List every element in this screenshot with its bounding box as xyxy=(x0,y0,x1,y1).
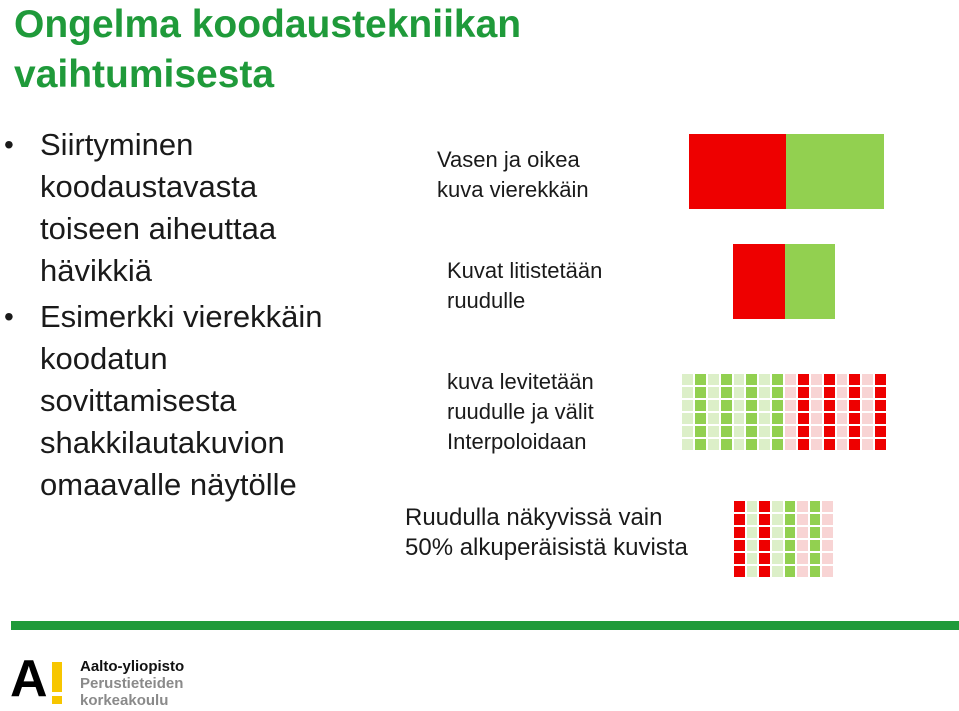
pixel-cell xyxy=(797,386,810,399)
caption-squeezed xyxy=(447,256,602,316)
pixel-cell xyxy=(720,412,733,425)
pixel-cell xyxy=(796,526,809,539)
pixel-cell xyxy=(733,425,746,438)
pixel-cell xyxy=(758,513,771,526)
pixel-cell xyxy=(694,412,707,425)
pixel-cell xyxy=(848,373,861,386)
caption-line: kuva vierekkäin xyxy=(437,177,589,202)
aalto-logo-exclamation-icon xyxy=(52,662,62,692)
pixel-cell xyxy=(771,412,784,425)
pixel-cell xyxy=(874,438,887,451)
pixel-cell xyxy=(694,438,707,451)
pixel-cell xyxy=(797,373,810,386)
caption-line: ruudulle xyxy=(447,288,526,313)
pixel-cell xyxy=(758,552,771,565)
pixel-cell xyxy=(733,513,746,526)
pixel-cell xyxy=(861,438,874,451)
pixel-cell xyxy=(771,399,784,412)
pixel-cell xyxy=(797,438,810,451)
pixel-cell xyxy=(836,373,849,386)
pixel-cell xyxy=(810,412,823,425)
pixel-cell xyxy=(823,386,836,399)
bullet-dot-icon: • xyxy=(4,129,14,160)
aalto-logo xyxy=(10,650,70,708)
pixel-cell xyxy=(758,500,771,513)
bullet-line: toiseen aiheuttaa xyxy=(40,211,277,246)
pixel-cell xyxy=(733,438,746,451)
aalto-logo-exclamation-dot-icon xyxy=(52,696,62,704)
pixel-cell xyxy=(861,425,874,438)
pixel-cell xyxy=(810,425,823,438)
pixel-cell xyxy=(836,412,849,425)
pixel-cell xyxy=(784,373,797,386)
bullet-list xyxy=(0,124,380,510)
pixel-cell xyxy=(771,386,784,399)
pixel-cell xyxy=(707,412,720,425)
pixel-cell xyxy=(758,412,771,425)
footer-divider xyxy=(11,621,959,630)
pixel-cell xyxy=(784,438,797,451)
green-squeezed-block xyxy=(785,244,835,319)
bullet-dot-icon: • xyxy=(4,301,14,332)
caption-line: Kuvat litistetään xyxy=(447,258,603,283)
pixel-cell xyxy=(733,386,746,399)
pixel-cell xyxy=(771,438,784,451)
pixel-cell xyxy=(784,386,797,399)
pixel-cell xyxy=(720,373,733,386)
pixel-cell xyxy=(821,539,834,552)
bullet-line: omaavalle näytölle xyxy=(40,467,297,502)
pixel-cell xyxy=(720,386,733,399)
pixel-cell xyxy=(771,552,784,565)
pixel-cell xyxy=(758,386,771,399)
pixel-cell xyxy=(809,513,822,526)
pixel-cell xyxy=(810,438,823,451)
pixel-cell xyxy=(707,425,720,438)
pixel-cell xyxy=(784,412,797,425)
caption-line: Ruudulla näkyvissä vain xyxy=(405,504,663,531)
pixel-cell xyxy=(681,438,694,451)
pixel-cell xyxy=(821,500,834,513)
pixel-cell xyxy=(823,438,836,451)
pixel-cell xyxy=(694,399,707,412)
pixel-cell xyxy=(733,500,746,513)
pixel-cell xyxy=(733,539,746,552)
pixel-cell xyxy=(746,565,759,578)
pixel-cell xyxy=(771,373,784,386)
pixel-cell xyxy=(758,526,771,539)
pixel-cell xyxy=(784,399,797,412)
pixel-cell xyxy=(796,565,809,578)
pixel-cell xyxy=(733,373,746,386)
pixel-cell xyxy=(848,386,861,399)
pixel-cell xyxy=(733,526,746,539)
pixel-cell xyxy=(745,386,758,399)
pixel-cell xyxy=(784,513,797,526)
pixel-cell xyxy=(796,513,809,526)
pixel-cell xyxy=(821,552,834,565)
pixel-cell xyxy=(707,386,720,399)
caption-line: kuva levitetään xyxy=(447,369,594,394)
pixel-cell xyxy=(810,386,823,399)
pixel-cell xyxy=(797,412,810,425)
org-line: korkeakoulu xyxy=(80,692,169,709)
pixel-cell xyxy=(861,386,874,399)
pixel-cell xyxy=(745,373,758,386)
bullet-line: hävikkiä xyxy=(40,253,152,288)
pixel-cell xyxy=(745,399,758,412)
pixel-cell xyxy=(694,386,707,399)
pixel-cell xyxy=(823,373,836,386)
pixel-cell xyxy=(733,399,746,412)
bullet-line: koodatun xyxy=(40,341,168,376)
bullet-line: shakkilautakuvion xyxy=(40,425,285,460)
red-squeezed-block xyxy=(733,244,785,319)
title-line-2: vaihtumisesta xyxy=(14,53,275,96)
pixel-cell xyxy=(694,425,707,438)
pixel-cell xyxy=(746,513,759,526)
pixel-cell xyxy=(874,412,887,425)
pixel-cell xyxy=(874,386,887,399)
pixel-cell xyxy=(796,552,809,565)
bullet-line: koodaustavasta xyxy=(40,169,258,204)
caption-checkerboard xyxy=(405,503,688,563)
bullet-item xyxy=(0,296,380,506)
pixel-cell xyxy=(823,425,836,438)
pixel-cell xyxy=(771,513,784,526)
pixel-cell xyxy=(874,373,887,386)
pixel-cell xyxy=(746,539,759,552)
pixel-cell xyxy=(681,412,694,425)
pixel-cell xyxy=(797,399,810,412)
pixel-cell xyxy=(836,438,849,451)
pixel-cell xyxy=(836,399,849,412)
pixel-cell xyxy=(848,412,861,425)
pixel-cell xyxy=(758,373,771,386)
pixel-cell xyxy=(681,386,694,399)
bullet-line: Siirtyminen xyxy=(40,127,194,162)
pixel-cell xyxy=(758,565,771,578)
pixel-cell xyxy=(771,425,784,438)
pixel-cell xyxy=(771,526,784,539)
pixel-cell xyxy=(681,399,694,412)
pixel-cell xyxy=(810,373,823,386)
pixel-cell xyxy=(707,438,720,451)
pixel-cell xyxy=(771,565,784,578)
caption-interpolated xyxy=(447,367,594,457)
pixel-cell xyxy=(746,526,759,539)
pixel-cell xyxy=(809,552,822,565)
pixel-cell xyxy=(758,539,771,552)
pixel-cell xyxy=(823,412,836,425)
pixel-cell xyxy=(745,425,758,438)
pixel-cell xyxy=(758,399,771,412)
pixel-cell xyxy=(823,399,836,412)
pixel-cell xyxy=(784,552,797,565)
bullet-line: Esimerkki vierekkäin xyxy=(40,299,323,334)
pixel-cell xyxy=(720,425,733,438)
pixel-cell xyxy=(784,500,797,513)
pixel-cell xyxy=(745,438,758,451)
caption-line: Vasen ja oikea xyxy=(437,147,580,172)
caption-line: ruudulle ja välit xyxy=(447,399,594,424)
pixel-cell xyxy=(796,539,809,552)
pixel-cell xyxy=(758,438,771,451)
org-line: Perustieteiden xyxy=(80,675,184,692)
organization-name xyxy=(80,658,184,709)
pixel-cell xyxy=(746,552,759,565)
pixel-cell xyxy=(784,565,797,578)
pixel-cell xyxy=(821,565,834,578)
pixel-cell xyxy=(848,425,861,438)
pixel-cell xyxy=(848,399,861,412)
green-image-block xyxy=(786,134,884,209)
pixel-cell xyxy=(861,373,874,386)
pixel-cell xyxy=(707,399,720,412)
pixel-cell xyxy=(874,399,887,412)
pixel-cell xyxy=(784,526,797,539)
pixel-cell xyxy=(771,500,784,513)
pixel-cell xyxy=(809,526,822,539)
pixel-cell xyxy=(745,412,758,425)
pixel-cell xyxy=(733,412,746,425)
title-line-1: Ongelma koodaustekniikan xyxy=(14,3,522,46)
pixel-cell xyxy=(720,438,733,451)
bullet-line: sovittamisesta xyxy=(40,383,237,418)
pixel-cell xyxy=(771,539,784,552)
pixel-cell xyxy=(821,526,834,539)
pixel-cell xyxy=(720,399,733,412)
pixel-cell xyxy=(758,425,771,438)
checkerboard-pixel-grid xyxy=(733,500,834,578)
caption-line: 50% alkuperäisistä kuvista xyxy=(405,534,688,561)
caption-line: Interpoloidaan xyxy=(447,429,587,454)
pixel-cell xyxy=(861,399,874,412)
interpolated-pixel-grid xyxy=(681,373,887,451)
pixel-cell xyxy=(809,539,822,552)
pixel-cell xyxy=(681,425,694,438)
pixel-cell xyxy=(821,513,834,526)
pixel-cell xyxy=(848,438,861,451)
pixel-cell xyxy=(809,500,822,513)
pixel-cell xyxy=(694,373,707,386)
org-line: Aalto-yliopisto xyxy=(80,658,185,675)
pixel-cell xyxy=(810,399,823,412)
slide-title xyxy=(14,0,714,100)
pixel-cell xyxy=(746,500,759,513)
pixel-cell xyxy=(681,373,694,386)
pixel-cell xyxy=(874,425,887,438)
pixel-cell xyxy=(707,373,720,386)
caption-side-by-side xyxy=(437,145,589,205)
red-image-block xyxy=(689,134,786,209)
pixel-cell xyxy=(836,425,849,438)
pixel-cell xyxy=(836,386,849,399)
pixel-cell xyxy=(809,565,822,578)
pixel-cell xyxy=(733,552,746,565)
pixel-cell xyxy=(861,412,874,425)
pixel-cell xyxy=(733,565,746,578)
pixel-cell xyxy=(784,539,797,552)
pixel-cell xyxy=(784,425,797,438)
pixel-cell xyxy=(796,500,809,513)
pixel-cell xyxy=(797,425,810,438)
bullet-item xyxy=(0,124,380,292)
aalto-logo-letter: A xyxy=(10,650,48,708)
